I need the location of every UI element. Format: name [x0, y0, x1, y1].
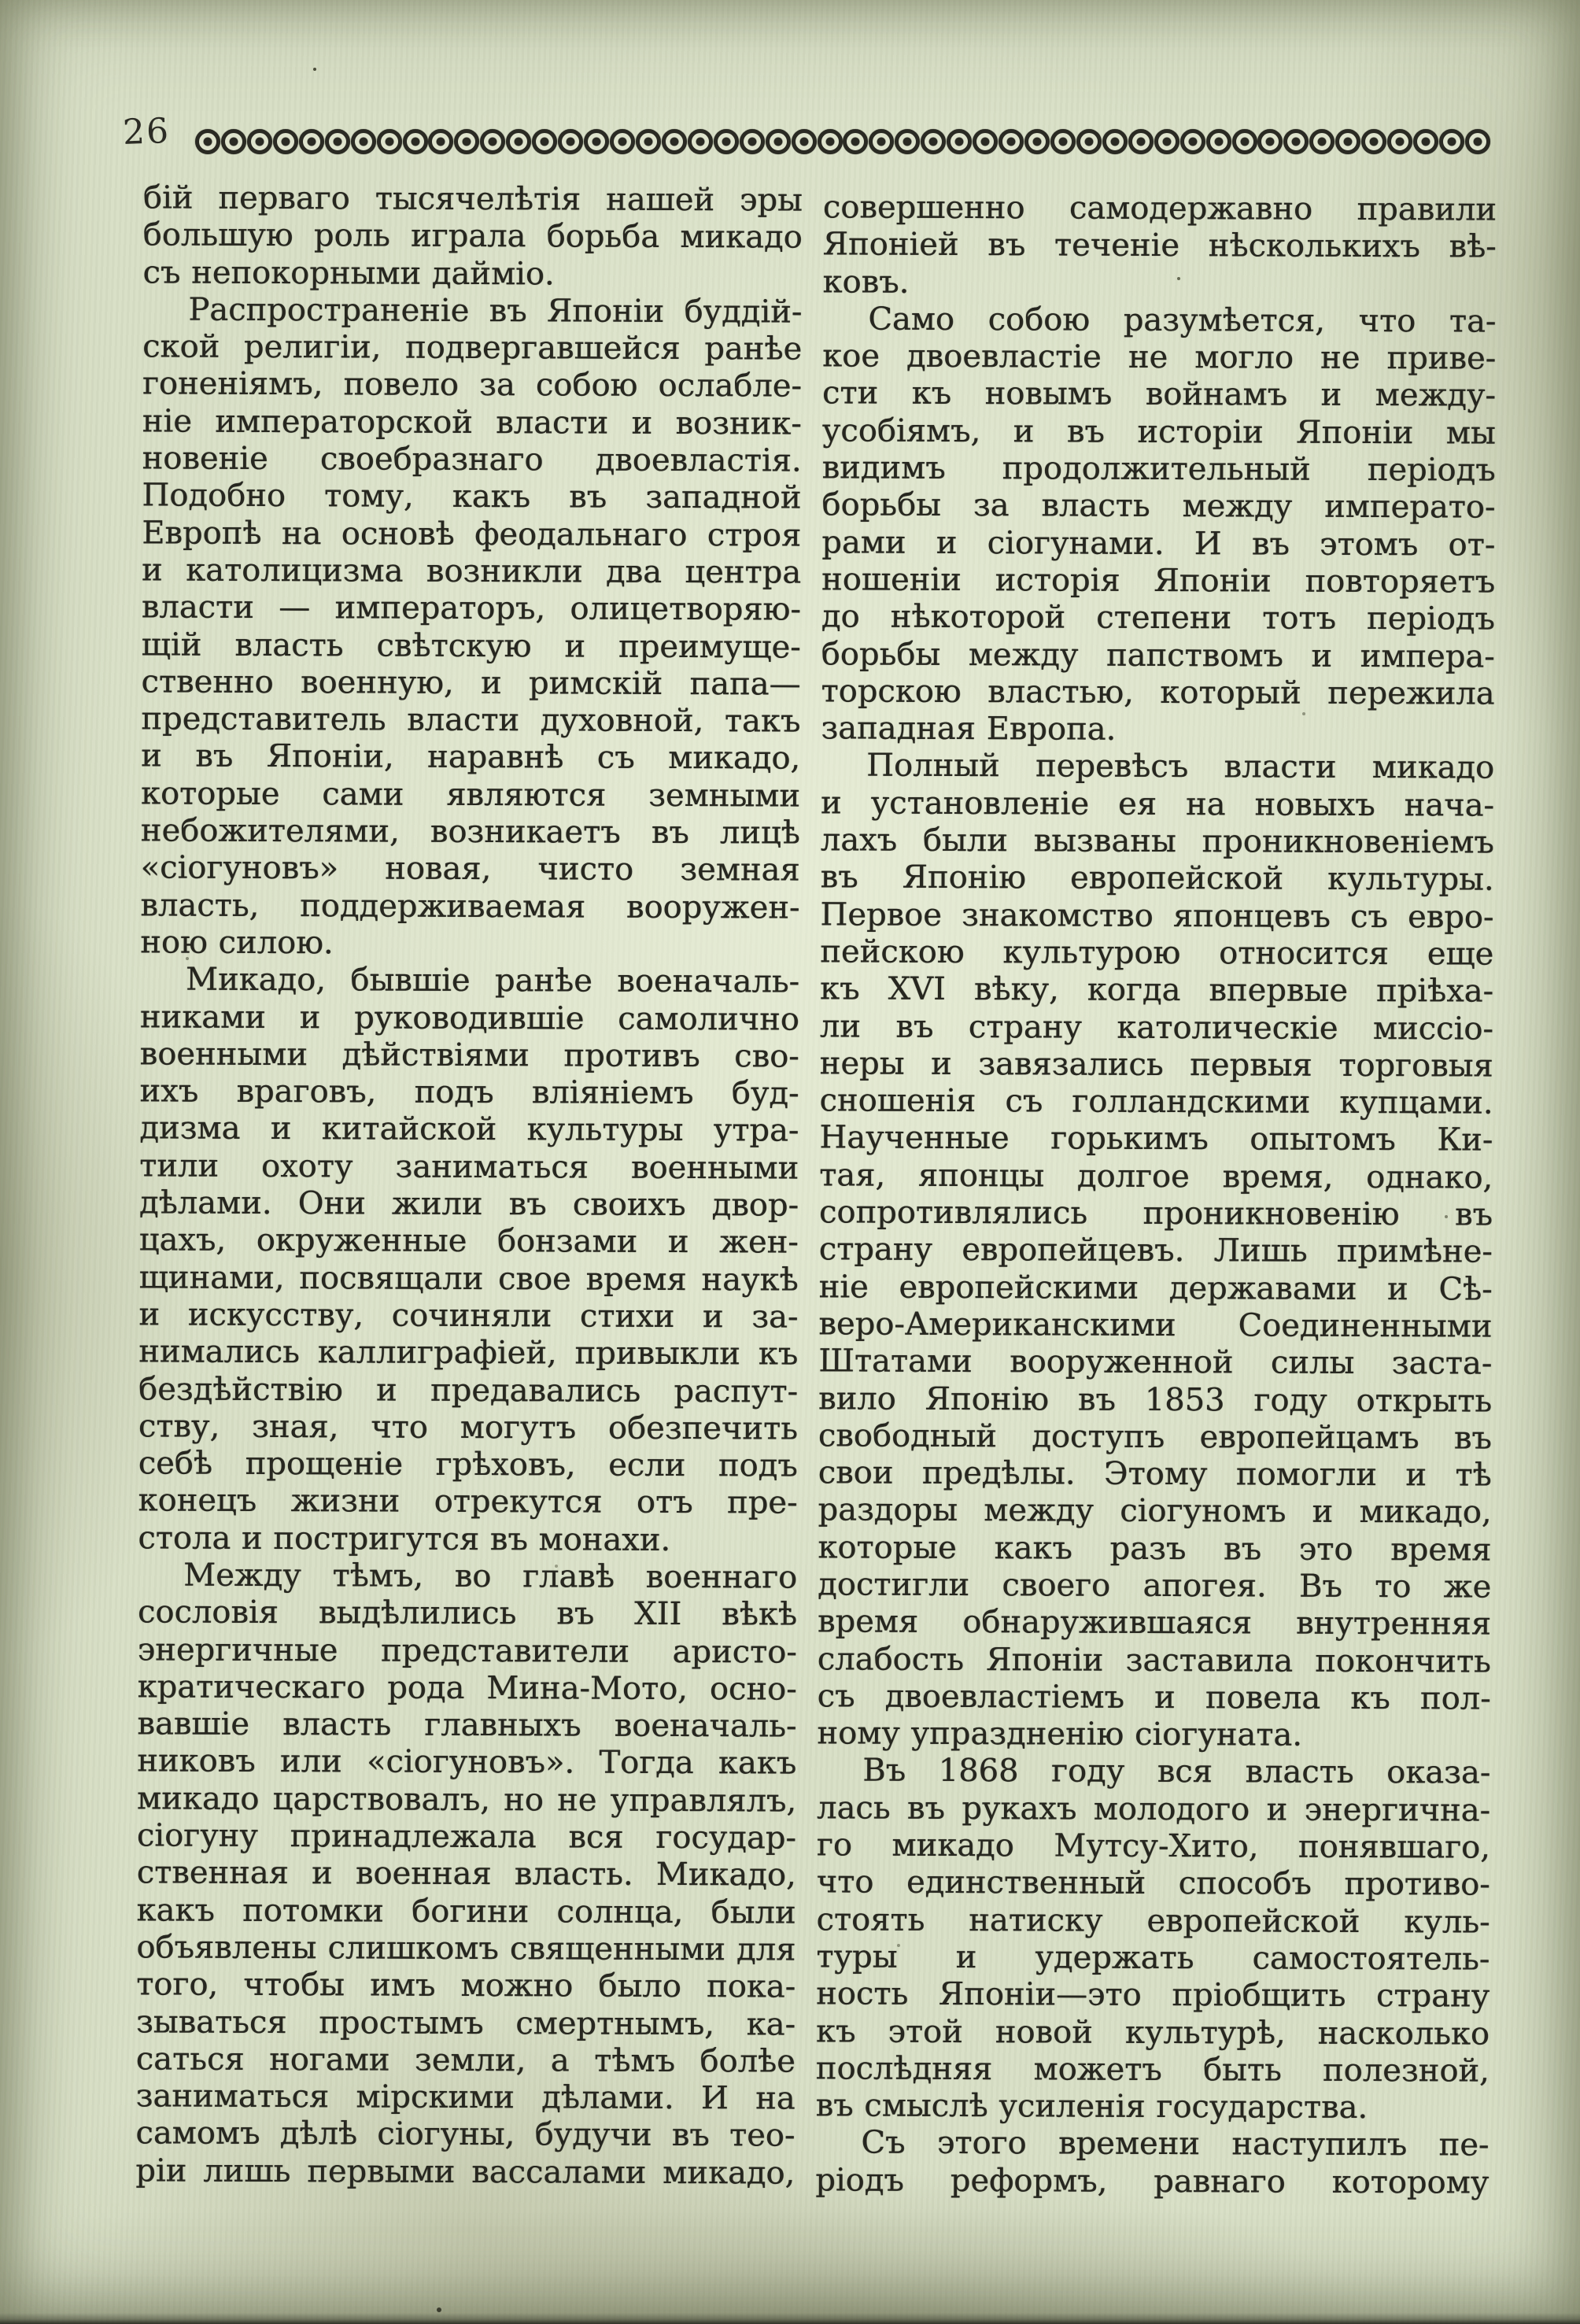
text-line: никами и руководившіе самолично	[139, 998, 800, 1038]
ornament-circle-icon	[1257, 129, 1283, 154]
ornament-circle-icon	[818, 129, 843, 154]
text-line: что единственный способъ противо-	[816, 1864, 1490, 1903]
text-line: къ XVI вѣку, когда впервые пріѣха-	[820, 970, 1494, 1010]
ornament-circle-icon	[1076, 129, 1102, 154]
text-line: стола и постригутся въ монахи.	[138, 1520, 671, 1558]
text-line: Распространеніе въ Японіи буддій-	[188, 291, 803, 331]
ornament-circle-icon	[299, 129, 324, 154]
text-line: торскою властью, который пережила	[821, 673, 1495, 712]
text-line: совершенно самодержавно правили	[822, 189, 1497, 228]
text-line: новеніе своебразнаго двоевластія.	[142, 440, 802, 479]
text-line: Съ этого времени наступилъ пе-	[861, 2124, 1490, 2164]
text-line: свои предѣлы. Этому помогли и тѣ	[818, 1454, 1492, 1494]
text-line: слабость Японіи заставила покончить	[817, 1640, 1491, 1680]
ornament-circle-icon	[999, 129, 1024, 154]
text-line: и католицизма возникли два центра	[142, 552, 802, 591]
ornament-circle-icon	[325, 129, 350, 154]
text-line: Европѣ на основѣ феодальнаго строя	[142, 515, 802, 554]
text-line: Первое знакомство японцевъ съ евро-	[820, 896, 1494, 936]
text-line: ріодъ реформъ, равнаго которому	[815, 2162, 1490, 2201]
text-line: объявлены слишкомъ священными для	[136, 1929, 796, 1968]
text-line: самомъ дѣлѣ сіогуны, будучи въ тео-	[135, 2115, 796, 2155]
text-line: какъ потомки богини солнца, были	[136, 1892, 796, 1931]
text-line: съ непокорными дайміо.	[142, 253, 555, 292]
text-line: вило Японію въ 1853 году открыть	[818, 1380, 1493, 1420]
text-line: ству, зная, что могутъ обезпечить	[138, 1408, 799, 1447]
text-line: Въ 1868 году вся власть оказа-	[862, 1753, 1491, 1792]
text-line: усобіямъ, и въ исторіи Японіи мы	[821, 412, 1496, 452]
ornament-circle-icon	[688, 129, 713, 154]
text-line: щинами, посвящали свое время наукѣ	[138, 1258, 799, 1299]
text-line: кратическаго рода Мина-Мото, осно-	[137, 1668, 797, 1708]
text-line: того, чтобы имъ можно было пока-	[136, 1966, 796, 2005]
text-line: лась въ рукахъ молодого и энергична-	[817, 1790, 1491, 1829]
ornament-circle-icon	[1154, 129, 1179, 154]
ornament-circle-icon	[558, 129, 583, 154]
text-line: къ этой новой культурѣ, насколько	[815, 2012, 1490, 2052]
text-line: энергичные представители аристо-	[137, 1631, 797, 1671]
ornament-row	[195, 126, 1490, 157]
text-line: заниматься мірскими дѣлами. И на	[135, 2078, 796, 2117]
ornament-circle-icon	[1180, 129, 1205, 154]
text-line: сношенія съ голландскими купцами.	[819, 1082, 1493, 1121]
ornament-circle-icon	[480, 129, 505, 154]
text-line: микадо царствовалъ, но не управлялъ,	[137, 1780, 797, 1820]
text-line: бездѣйствію и предавались распут-	[138, 1370, 799, 1410]
ornament-circle-icon	[221, 129, 246, 154]
text-line: Микадо, бывшіе ранѣе военачаль-	[186, 961, 800, 1000]
text-line: страну европейцевъ. Лишь примѣне-	[818, 1231, 1493, 1270]
text-line: ской религіи, подвергавшейся ранѣе	[142, 328, 803, 368]
ornament-circle-icon	[1102, 129, 1128, 154]
text-line: достигли своего апогея. Въ то же	[818, 1566, 1492, 1605]
text-line: военными дѣйствіями противъ сво-	[139, 1036, 799, 1075]
ornament-circle-icon	[766, 129, 791, 154]
ornament-circle-icon	[247, 129, 272, 154]
text-line: конецъ жизни отрекутся отъ пре-	[138, 1482, 798, 1521]
text-line: себѣ прощеніе грѣховъ, если подъ	[138, 1445, 798, 1484]
text-line: стоять натиску европейской куль-	[816, 1901, 1490, 1941]
text-line: власти — императоръ, олицетворяю-	[141, 589, 801, 628]
ornament-circle-icon	[351, 129, 376, 154]
text-line: и въ Японіи, наравнѣ съ микадо,	[141, 737, 801, 778]
text-line: Само собою разумѣется, что та-	[868, 301, 1497, 340]
right-column	[815, 189, 1497, 2201]
ornament-circle-icon	[921, 129, 946, 154]
ornament-circle-icon	[636, 129, 661, 154]
ornament-circle-icon	[1387, 129, 1412, 154]
left-column	[135, 179, 803, 2192]
text-line: небожителями, возникаетъ въ лицѣ	[140, 812, 800, 852]
ornament-circle-icon	[454, 129, 479, 154]
text-line: саться ногами земли, а тѣмъ болѣе	[135, 2041, 796, 2080]
text-line: лахъ были вызваны проникновеніемъ	[820, 822, 1494, 861]
ornament-circle-icon	[714, 129, 739, 154]
text-line: раздоры между сіогуномъ и микадо,	[818, 1491, 1492, 1531]
ornament-circle-icon	[1232, 129, 1257, 154]
text-line: ли въ страну католическіе миссіо-	[819, 1007, 1494, 1047]
text-line: ніе императорской власти и возник-	[142, 403, 802, 442]
text-line: свободный доступъ европейцамъ въ	[818, 1417, 1493, 1457]
ornament-circle-icon	[1283, 129, 1309, 154]
text-line: въ Японію европейской культуры.	[820, 859, 1494, 898]
ornament-circle-icon	[1439, 129, 1464, 154]
text-line: ною силою.	[140, 924, 334, 962]
text-line: туры и удержать самостоятель-	[816, 1938, 1490, 1978]
text-line: никовъ или «сіогуновъ». Тогда какъ	[137, 1742, 797, 1783]
text-line: время обнаружившаяся внутренняя	[817, 1603, 1492, 1642]
text-line: щій власть свѣтскую и преимуще-	[141, 626, 801, 666]
ornament-circle-icon	[1465, 129, 1490, 154]
text-line: ніе европейскими державами и Сѣ-	[818, 1268, 1493, 1308]
bottom-scan-edge	[0, 2313, 1580, 2324]
text-line: ственно военную, и римскій папа—	[141, 663, 801, 703]
ornament-circle-icon	[610, 129, 635, 154]
ornament-circle-icon	[377, 129, 402, 154]
text-line: до нѣкоторой степени тотъ періодъ	[821, 598, 1495, 637]
text-line: борьбы за власть между императо-	[821, 486, 1496, 527]
text-line: гоненіямъ, повело за собою ослабле-	[142, 365, 803, 405]
text-line: западная Европа.	[821, 710, 1117, 748]
text-line: Подобно тому, какъ въ западной	[142, 477, 802, 516]
text-line: которые какъ разъ въ это время	[818, 1529, 1492, 1568]
text-line: веро-Американскими Соединенными	[818, 1306, 1493, 1345]
text-line: Наученные горькимъ опытомъ Ки-	[819, 1119, 1493, 1159]
text-line: ность Японіи—это пріобщить страну	[816, 1975, 1490, 2015]
text-line: зываться простымъ смертнымъ, ка-	[135, 2003, 796, 2043]
text-line: кое двоевластіе не могло не приве-	[822, 338, 1497, 377]
ornament-circle-icon	[1413, 129, 1438, 154]
text-line: Японіей въ теченіе нѣсколькихъ вѣ-	[822, 226, 1497, 265]
text-line: власть, поддерживаемая вооружен-	[140, 887, 800, 926]
ornament-circle-icon	[1128, 129, 1154, 154]
text-line: «сіогуновъ» новая, чисто земная	[140, 849, 800, 889]
text-line: ственная и военная власть. Микадо,	[136, 1854, 796, 1894]
text-line: ному упраздненію сіогуната.	[817, 1715, 1303, 1753]
ornament-circle-icon	[584, 129, 609, 154]
text-line: неры и завязались первыя торговыя	[819, 1045, 1493, 1084]
ornament-circle-icon	[843, 129, 868, 154]
ornament-circle-icon	[1024, 129, 1050, 154]
ornament-circle-icon	[740, 129, 765, 154]
page-number: 26	[122, 110, 171, 153]
text-line: послѣдняя можетъ быть полезной,	[815, 2050, 1490, 2089]
text-line: дизма и китайской культуры утра-	[139, 1110, 799, 1150]
ornament-circle-icon	[869, 129, 894, 154]
ornament-circle-icon	[506, 129, 531, 154]
ornament-circle-icon	[792, 129, 817, 154]
text-line: сти къ новымъ войнамъ и между-	[821, 375, 1497, 415]
ornament-circle-icon	[403, 129, 428, 154]
text-line: го микадо Мутсу-Хито, понявшаго,	[816, 1827, 1491, 1866]
text-line: представитель власти духовной, такъ	[141, 700, 801, 740]
ornament-circle-icon	[1309, 129, 1335, 154]
text-line: борьбы между папствомъ и импера-	[821, 635, 1495, 675]
text-line: ихъ враговъ, подъ вліяніемъ буд-	[139, 1073, 799, 1112]
text-line: большую роль играла борьба микадо	[142, 216, 803, 256]
ornament-circle-icon	[1361, 129, 1386, 154]
text-line: сословія выдѣлились въ XII вѣкѣ	[137, 1594, 798, 1633]
text-line: Полный перевѣсъ власти микадо	[866, 748, 1495, 787]
text-line: видимъ продолжительный періодъ	[821, 449, 1496, 489]
text-line: рами и сіогунами. И въ этомъ от-	[821, 524, 1496, 563]
ornament-circle-icon	[895, 129, 920, 154]
text-line: ношеніи исторія Японіи повторяетъ	[821, 561, 1496, 600]
ornament-circle-icon	[973, 129, 998, 154]
text-line: дѣлами. Они жили въ своихъ двор-	[138, 1184, 799, 1224]
ornament-circle-icon	[428, 129, 453, 154]
ornament-circle-icon	[532, 129, 557, 154]
text-line: вавшіе власть главныхъ военачаль-	[137, 1705, 797, 1745]
text-line: сіогуну принадлежала вся государ-	[136, 1817, 797, 1857]
text-line: цахъ, окруженные бонзами и жен-	[138, 1221, 799, 1261]
ornament-circle-icon	[1206, 129, 1231, 154]
text-line: Между тѣмъ, во главѣ военнаго	[183, 1557, 798, 1596]
text-line: Штатами вооруженной силы заста-	[818, 1343, 1493, 1382]
text-line: ріи лишь первыми вассалами микадо,	[135, 2152, 796, 2192]
text-line: въ смыслѣ усиленія государства.	[815, 2087, 1368, 2126]
ornament-circle-icon	[273, 129, 298, 154]
ornament-circle-icon	[947, 129, 972, 154]
text-line: тая, японцы долгое время, однако,	[819, 1157, 1493, 1196]
text-line: бій перваго тысячелѣтія нашей эры	[142, 179, 803, 219]
text-line: нимались каллиграфіей, привыкли къ	[138, 1333, 799, 1373]
ornament-circle-icon	[195, 129, 220, 154]
text-line: и искусству, сочиняли стихи и за-	[138, 1296, 799, 1336]
text-line: съ двоевластіемъ и повела къ пол-	[817, 1678, 1491, 1717]
text-line: и установленіе ея на новыхъ нача-	[820, 785, 1495, 824]
text-line: пейскою культурою относится еще	[820, 933, 1494, 973]
text-line: ковъ.	[822, 263, 910, 301]
text-line: тили охоту заниматься военными	[139, 1147, 799, 1187]
ornament-circle-icon	[662, 129, 687, 154]
text-line: сопротивлялись проникновенію въ	[818, 1194, 1493, 1233]
ornament-circle-icon	[1335, 129, 1360, 154]
text-line: которые сами являются земными	[140, 775, 801, 815]
ornament-circle-icon	[1050, 129, 1076, 154]
